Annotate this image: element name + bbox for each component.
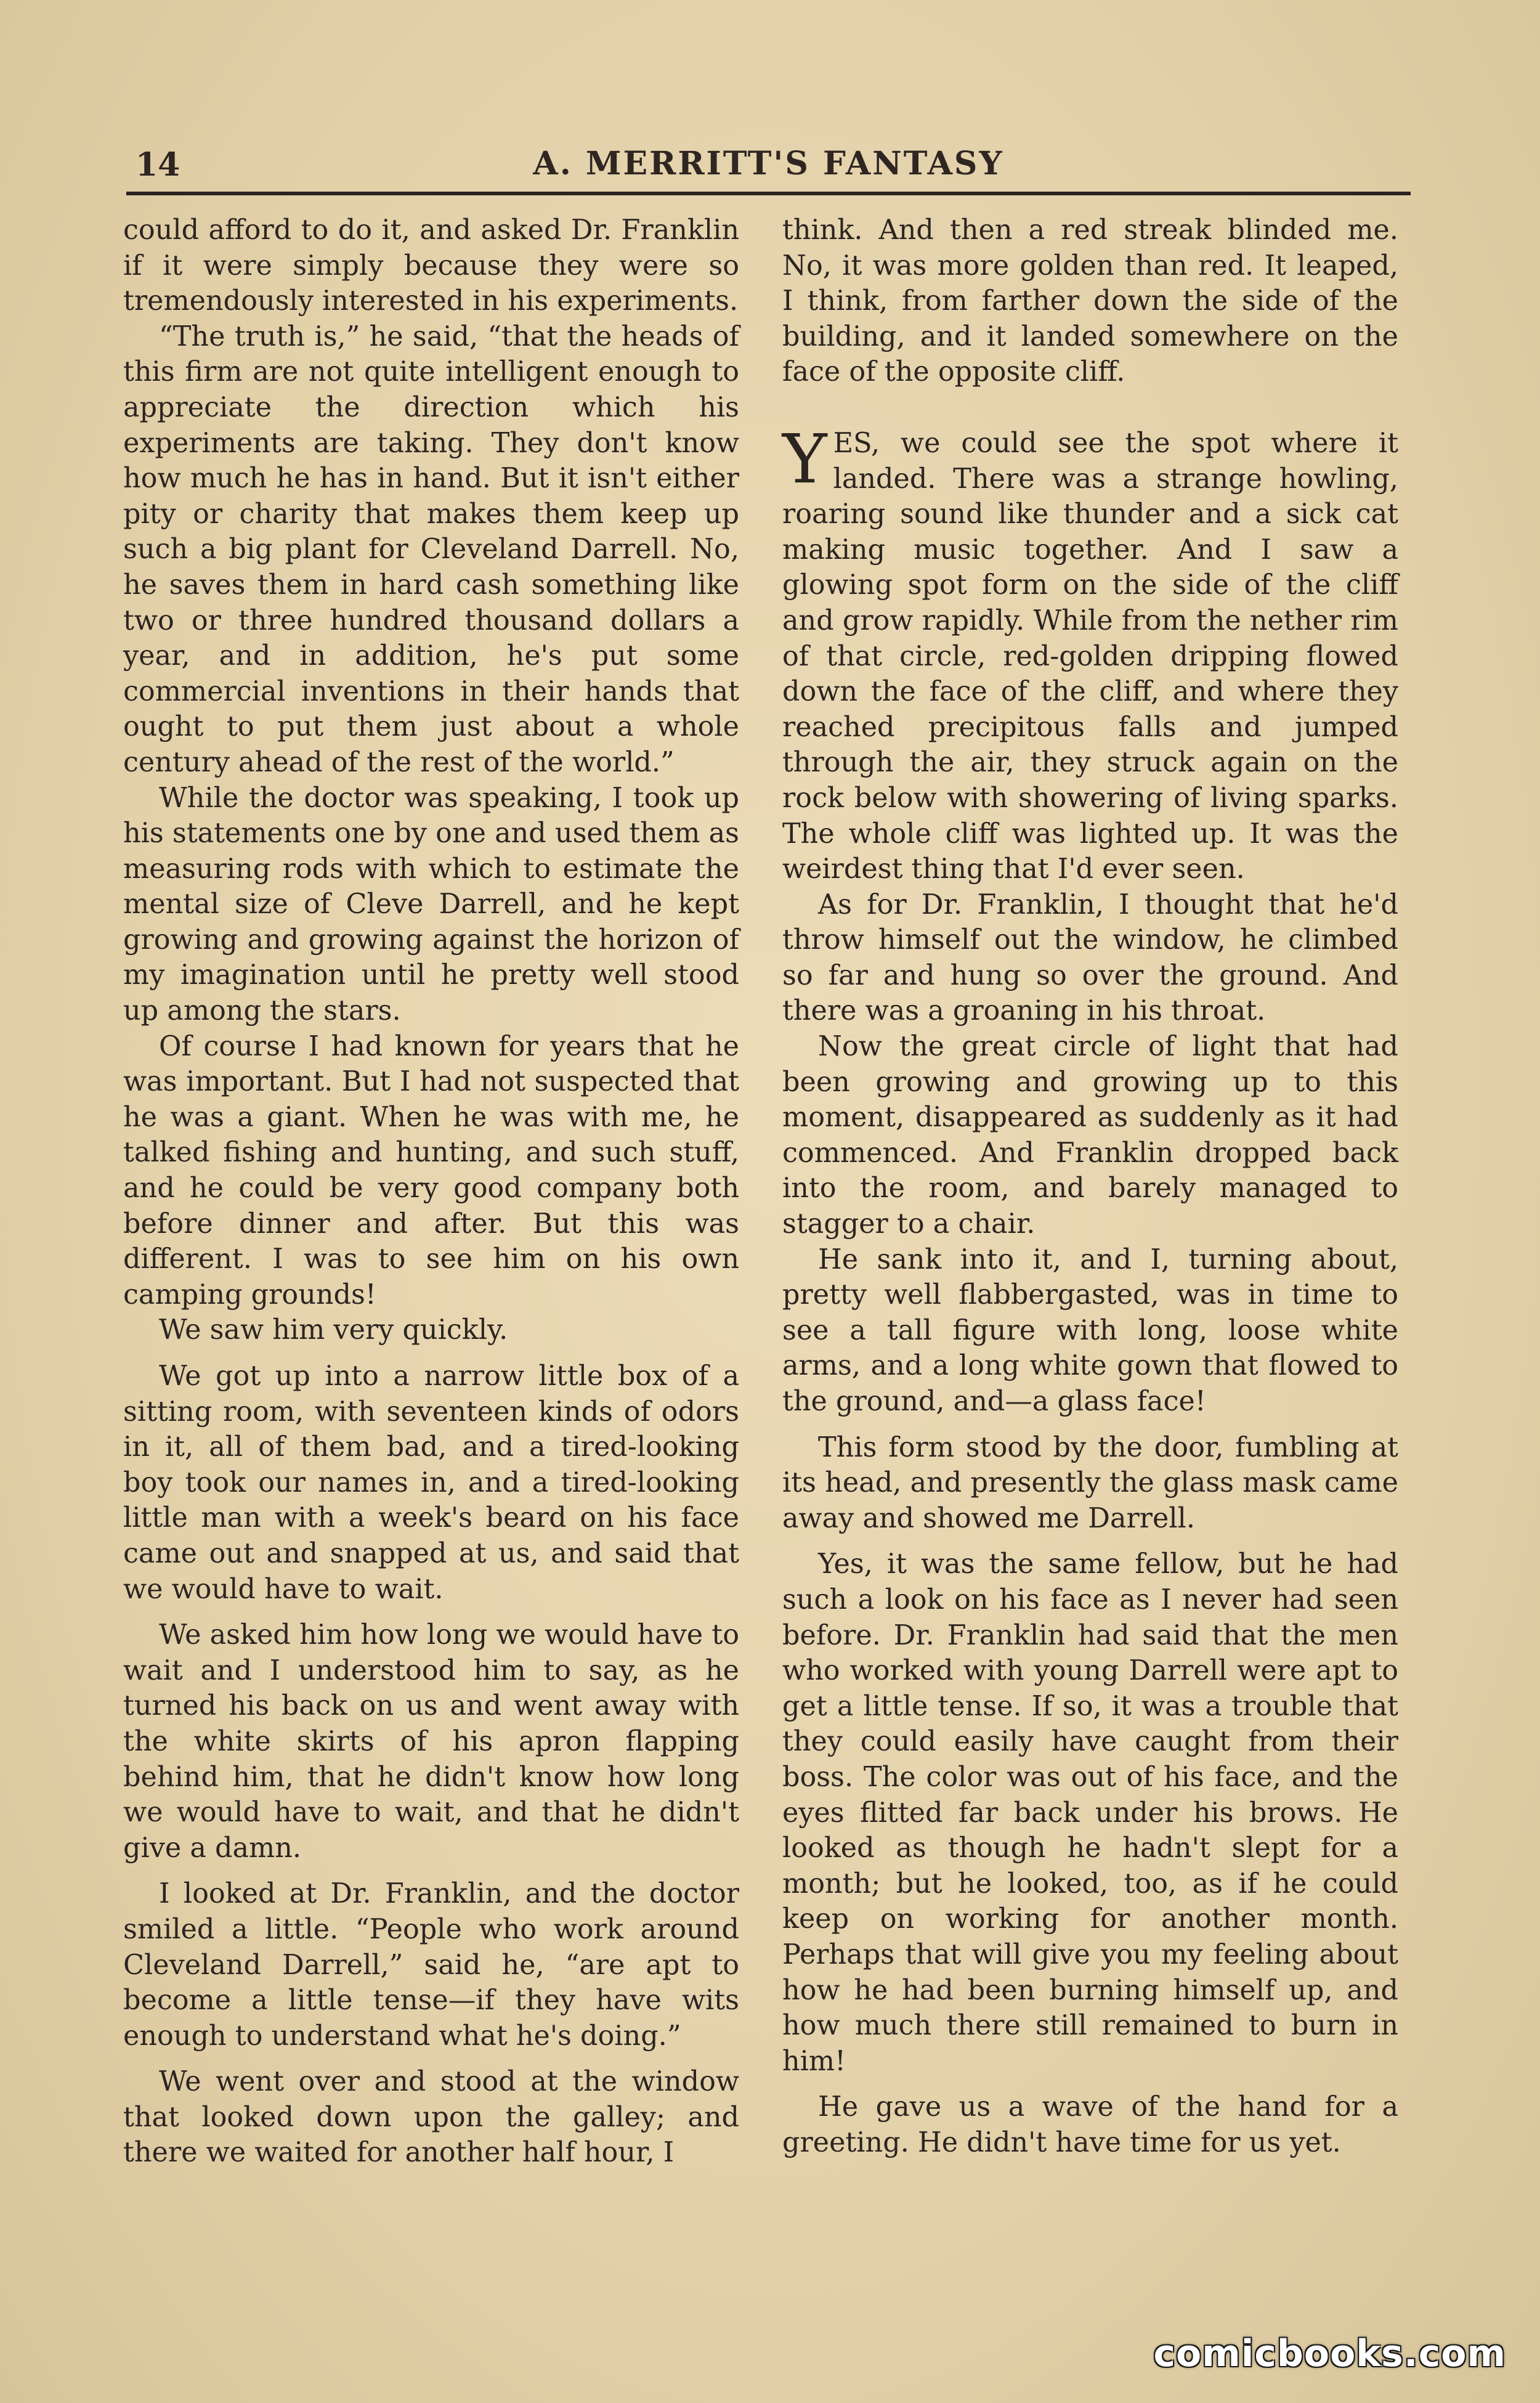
- site-watermark: comicbooks.com: [1153, 2332, 1506, 2375]
- section-opening-paragraph: [782, 419, 1398, 887]
- paragraph: Of course I had known for years that he was important. But I had not suspected that he was a giant. When he was with me, he talked fishing and hunting, and such stuff, and he could be very good company both before dinner and after. But this was different. I was to see him on his own camping grounds!: [123, 1030, 739, 1311]
- paragraph: As for Dr. Franklin, I thought that he'd throw himself out the window, he climbed so far and hung so over the ground. And there was a groaning in his throat.: [782, 888, 1398, 1027]
- paragraph: could afford to do it, and asked Dr. Franklin if it were simply because they were so tremendously interested in his experiments.: [123, 214, 739, 317]
- paragraph: While the doctor was speaking, I took up his statements one by one and used them as measuring rods with which to estimate the mental size of Cleve Darrell, and he kept growing and growing against the horizon of my imagination until he pretty well stood up among the stars.: [123, 782, 739, 1027]
- paragraph: I looked at Dr. Franklin, and the doctor smiled a little. “People who work around Cleveland Darrell,” said he, “are apt to become a little tense—if they have wits enough to understand what he's doing.”: [123, 1878, 739, 2052]
- paragraph-text: ES, we could see the spot where it landed. There was a strange howling, roaring sound like thunder and a sick cat making music together. And I saw a glowing spot form on the side of the cliff and grow rapidly. While from the nether rim of that circle, red-golden dripping flowed down the face of the cliff, and where they reached precipitous falls and jumped through the air, they struck again on the rock below with showering of living sparks. The whole cliff was lighted up. It was the weirdest thing that I'd ever seen.: [782, 427, 1398, 885]
- page-number: 14: [136, 146, 180, 184]
- paragraph: We got up into a narrow little box of a sitting room, with seventeen kinds of odors in it, all of them bad, and a tired-looking boy took our names in, and a tired-looking little man with a week's beard on his face came out and snapped at us, and said that we would have to wait.: [123, 1360, 739, 1605]
- paragraph: He gave us a wave of the hand for a greeting. He didn't have time for us yet.: [782, 2091, 1398, 2158]
- drop-cap: Y: [782, 419, 827, 498]
- paragraph: He sank into it, and I, turning about, pretty well flabbergasted, was in time to see a tall figure with long, loose white arms, and a long white gown that flowed to the ground, and—a glass face!: [782, 1243, 1398, 1417]
- paragraph: “The truth is,” he said, “that the heads of this firm are not quite intelligent enough to appreciate the direction which his experiments are taking. They don't know how much he has in hand. But it isn't either pity or charity that makes them keep up such a big plant for Cleveland Darrell. No, he saves them in hard cash something like two or three hundred thousand dollars a year, and in addition, he's put some commercial inventions in their hands that ought to put them just about a whole century ahead of the rest of the world.”: [123, 320, 739, 778]
- page-header: [126, 139, 1411, 194]
- paragraph: We went over and stood at the window that looked down upon the galley; and there we waited for another half hour, I: [123, 2066, 739, 2169]
- right-column: [782, 213, 1398, 2160]
- header-rule: [126, 192, 1411, 195]
- paragraph: We saw him very quickly.: [159, 1314, 508, 1346]
- paragraph: think. And then a red streak blinded me. No, it was more golden than red. It leaped, I think, from farther down the side of the building, and it landed somewhere on the face of the opposite cliff.: [782, 214, 1398, 388]
- paragraph: This form stood by the door, fumbling at its head, and presently the glass mask came away and showed me Darrell.: [782, 1431, 1398, 1534]
- running-title: A. MERRITT'S FANTASY: [533, 145, 1004, 182]
- paragraph: Now the great circle of light that had been growing and growing up to this moment, disappeared as suddenly as it had commenced. And Franklin dropped back into the room, and barely managed to stagger to a chair.: [782, 1031, 1398, 1240]
- paragraph: We asked him how long we would have to wait and I understood him to say, as he turned his back on us and went away with the white skirts of his apron flapping behind him, that he didn't know how long we would have to wait, and that he didn't give a damn.: [123, 1619, 739, 1864]
- left-column: [123, 213, 739, 2171]
- paragraph: Yes, it was the same fellow, but he had such a look on his face as I never had seen before. Dr. Franklin had said that the men who worked with young Darrell were apt to get a little tense. If so, it was a trouble that they could easily have caught from their boss. The color was out of his face, and the eyes flitted far back under his brows. He looked as though he hadn't slept for a month; but he looked, too, as if he could keep on working for another month. Perhaps that will give you my feeling about how he had been burning himself up, and how much there still remained to burn in him!: [782, 1548, 1398, 2077]
